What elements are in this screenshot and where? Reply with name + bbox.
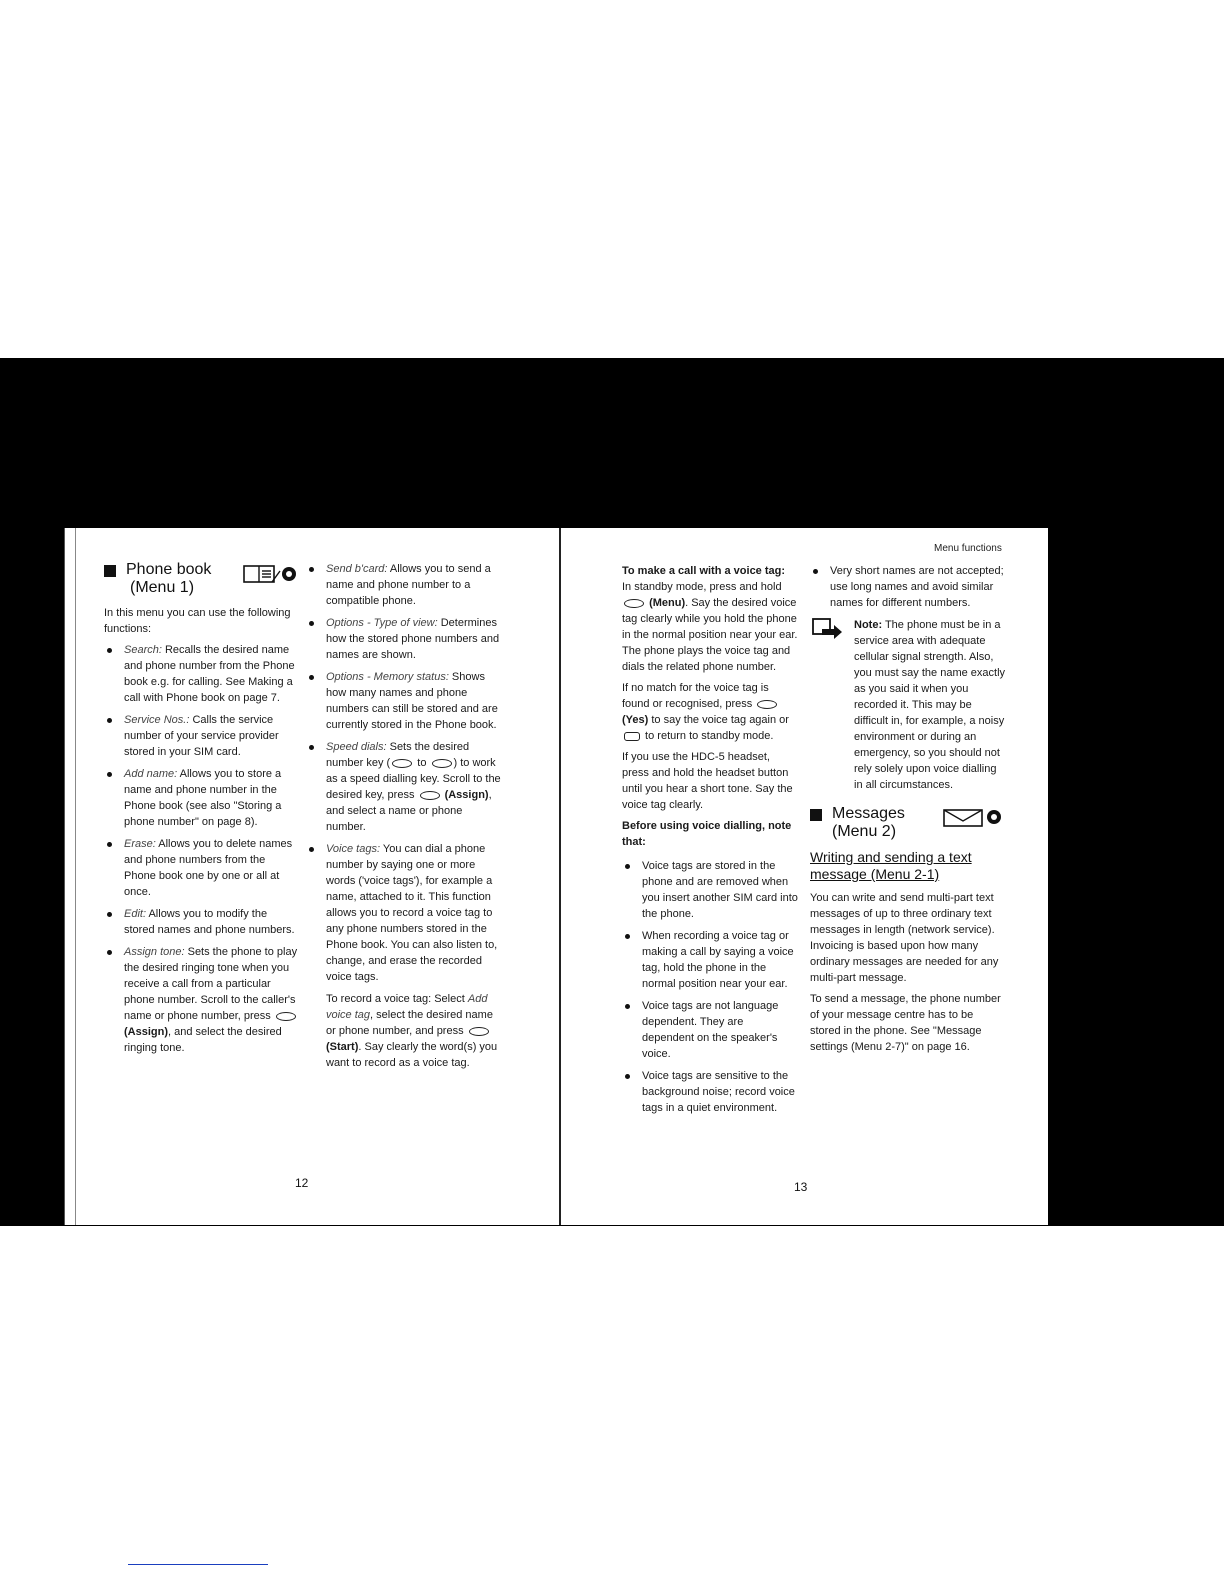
scan-rule-line [128, 1564, 268, 1565]
phone-book-title: Phone book [126, 561, 212, 578]
messages-title: Messages [832, 805, 905, 822]
headset-instructions: If you use the HDC-5 headset, press and hold the headset button until you hear a short tone. Say the voice tag clearly. [622, 751, 793, 811]
page-number-right: 13 [794, 1180, 808, 1194]
writing-message-subheading: Writing and sending a text message (Menu 2-1) [810, 849, 972, 882]
make-call-instructions: In standby mode, press and hold (Menu). Say the desired voice tag clearly while you hold the phone in the normal position near your ear. The phone plays the voice tag and dials the related phone number. [622, 581, 798, 673]
column-3 [622, 563, 798, 1122]
list-item: Voice tags: You can dial a phone number by saying one or more words ('voice tags'), for example a name, attached to it. This function allows you to record a voice tag to any phone numbers stored in the Phone book. You can also listen to, change, and erase the recorded voice tags. To record a voice tag: Select Add voice tag, select the desired name or phone number, and press (Start). Say clearly the word(s) you want to record as a voice tag. [306, 841, 502, 1071]
page-number-left: 12 [295, 1176, 309, 1190]
selection-key-icon [624, 599, 644, 608]
heading-square-bullet [104, 565, 116, 577]
heading-square-bullet [810, 809, 822, 821]
note-label: Note: [854, 619, 883, 631]
running-head: Menu functions [934, 543, 1002, 554]
number-key-2-icon [392, 759, 412, 768]
make-call-heading: To make a call with a voice tag: [622, 565, 786, 577]
list-item: Voice tags are stored in the phone and are removed when you insert another SIM card into the phone. [622, 858, 798, 922]
list-item: Send b'card: Allows you to send a name and phone number to a compatible phone. [306, 561, 502, 609]
messages-paragraph: To send a message, the phone number of your message centre has to be stored in the phone. See "Message settings (Menu 2-7)" on page 16. [810, 993, 1001, 1053]
list-item: Options - Type of view: Determines how the stored phone numbers and names are shown. [306, 615, 502, 663]
voice-dialling-notes-list [622, 858, 798, 1116]
list-item: Search: Recalls the desired name and phone number from the Phone book e.g. for calling. See Making a call with Phone book on page 7. [104, 642, 300, 706]
messages-heading [810, 805, 1006, 841]
list-item: Erase: Allows you to delete names and phone numbers from the Phone book one by one or all at once. [104, 836, 300, 900]
voice-dialling-notes-list-continued [810, 563, 1006, 611]
page-edge [64, 528, 76, 1225]
list-item: Options - Memory status: Shows how many names and phone numbers can still be stored and are currently stored in the Phone book. [306, 669, 502, 733]
selection-key-icon [276, 1012, 296, 1021]
note-text: The phone must be in a service area with adequate cellular signal strength. Also, you must say the name exactly as you said it when you recorded it. This may be difficult in, for example, a noisy environment or during an emergency, so you should not rely solely upon voice dialling in all circumstances. [854, 619, 1006, 791]
selection-key-icon [757, 700, 777, 709]
number-key-9-icon [432, 759, 452, 768]
selection-key-icon [469, 1027, 489, 1036]
before-voice-dialling-heading: Before using voice dialling, note that: [622, 820, 792, 848]
phone-book-menu-number: (Menu 1) [130, 579, 195, 596]
column-1 [104, 561, 300, 1062]
list-item: Speed dials: Sets the desired number key ( to ) to work as a speed dialling key. Scroll to the desired key, press (Assign), and select a name or phone number. [306, 739, 502, 835]
clear-key-icon [624, 732, 640, 741]
column-2 [306, 561, 502, 1077]
record-voice-tag-instructions: To record a voice tag: Select Add voice tag, select the desired name or phone number, and press (Start). Say clearly the word(s) you want to record as a voice tag. [326, 993, 498, 1069]
no-match-instructions: If no match for the voice tag is found or recognised, press (Yes) to say the voice tag again or to return to standby mode. [622, 682, 789, 742]
list-item: Edit: Allows you to modify the stored names and phone numbers. [104, 906, 300, 938]
list-item: Very short names are not accepted; use long names and avoid similar names for different numbers. [810, 563, 1006, 611]
list-item: Voice tags are not language dependent. They are dependent on the speaker's voice. [622, 998, 798, 1062]
phone-book-icon [242, 561, 300, 585]
list-item: Add name: Allows you to store a name and phone number in the Phone book (see also "Storing a phone number" on page 8). [104, 766, 300, 830]
phone-book-intro: In this menu you can use the following functions: [104, 607, 291, 635]
messages-menu-number: (Menu 2) [832, 823, 897, 840]
list-item: When recording a voice tag or making a call by saying a voice tag, hold the phone in the normal position near your ear. [622, 928, 798, 992]
book-binding [559, 528, 561, 1225]
phone-book-heading [104, 561, 300, 597]
messages-paragraph: You can write and send multi-part text messages of up to three ordinary text messages in length (network service). Invoicing is based upon how many ordinary messages are needed for any multi-part message. [810, 892, 999, 984]
phone-book-function-list-continued [306, 561, 502, 1071]
messages-envelope-icon [942, 805, 1006, 829]
note-icon [810, 617, 846, 643]
column-4 [810, 563, 1006, 1060]
list-item: Voice tags are sensitive to the background noise; record voice tags in a quiet environment. [622, 1068, 798, 1116]
note-box [810, 617, 1006, 793]
selection-key-icon [420, 791, 440, 800]
list-item: Service Nos.: Calls the service number of your service provider stored in your SIM card. [104, 712, 300, 760]
phone-book-function-list [104, 642, 300, 1056]
list-item: Assign tone: Sets the phone to play the desired ringing tone when you receive a call from a particular phone number. Scroll to the caller's name or phone number, press (Assign), and select the desired ringing tone. [104, 944, 300, 1056]
